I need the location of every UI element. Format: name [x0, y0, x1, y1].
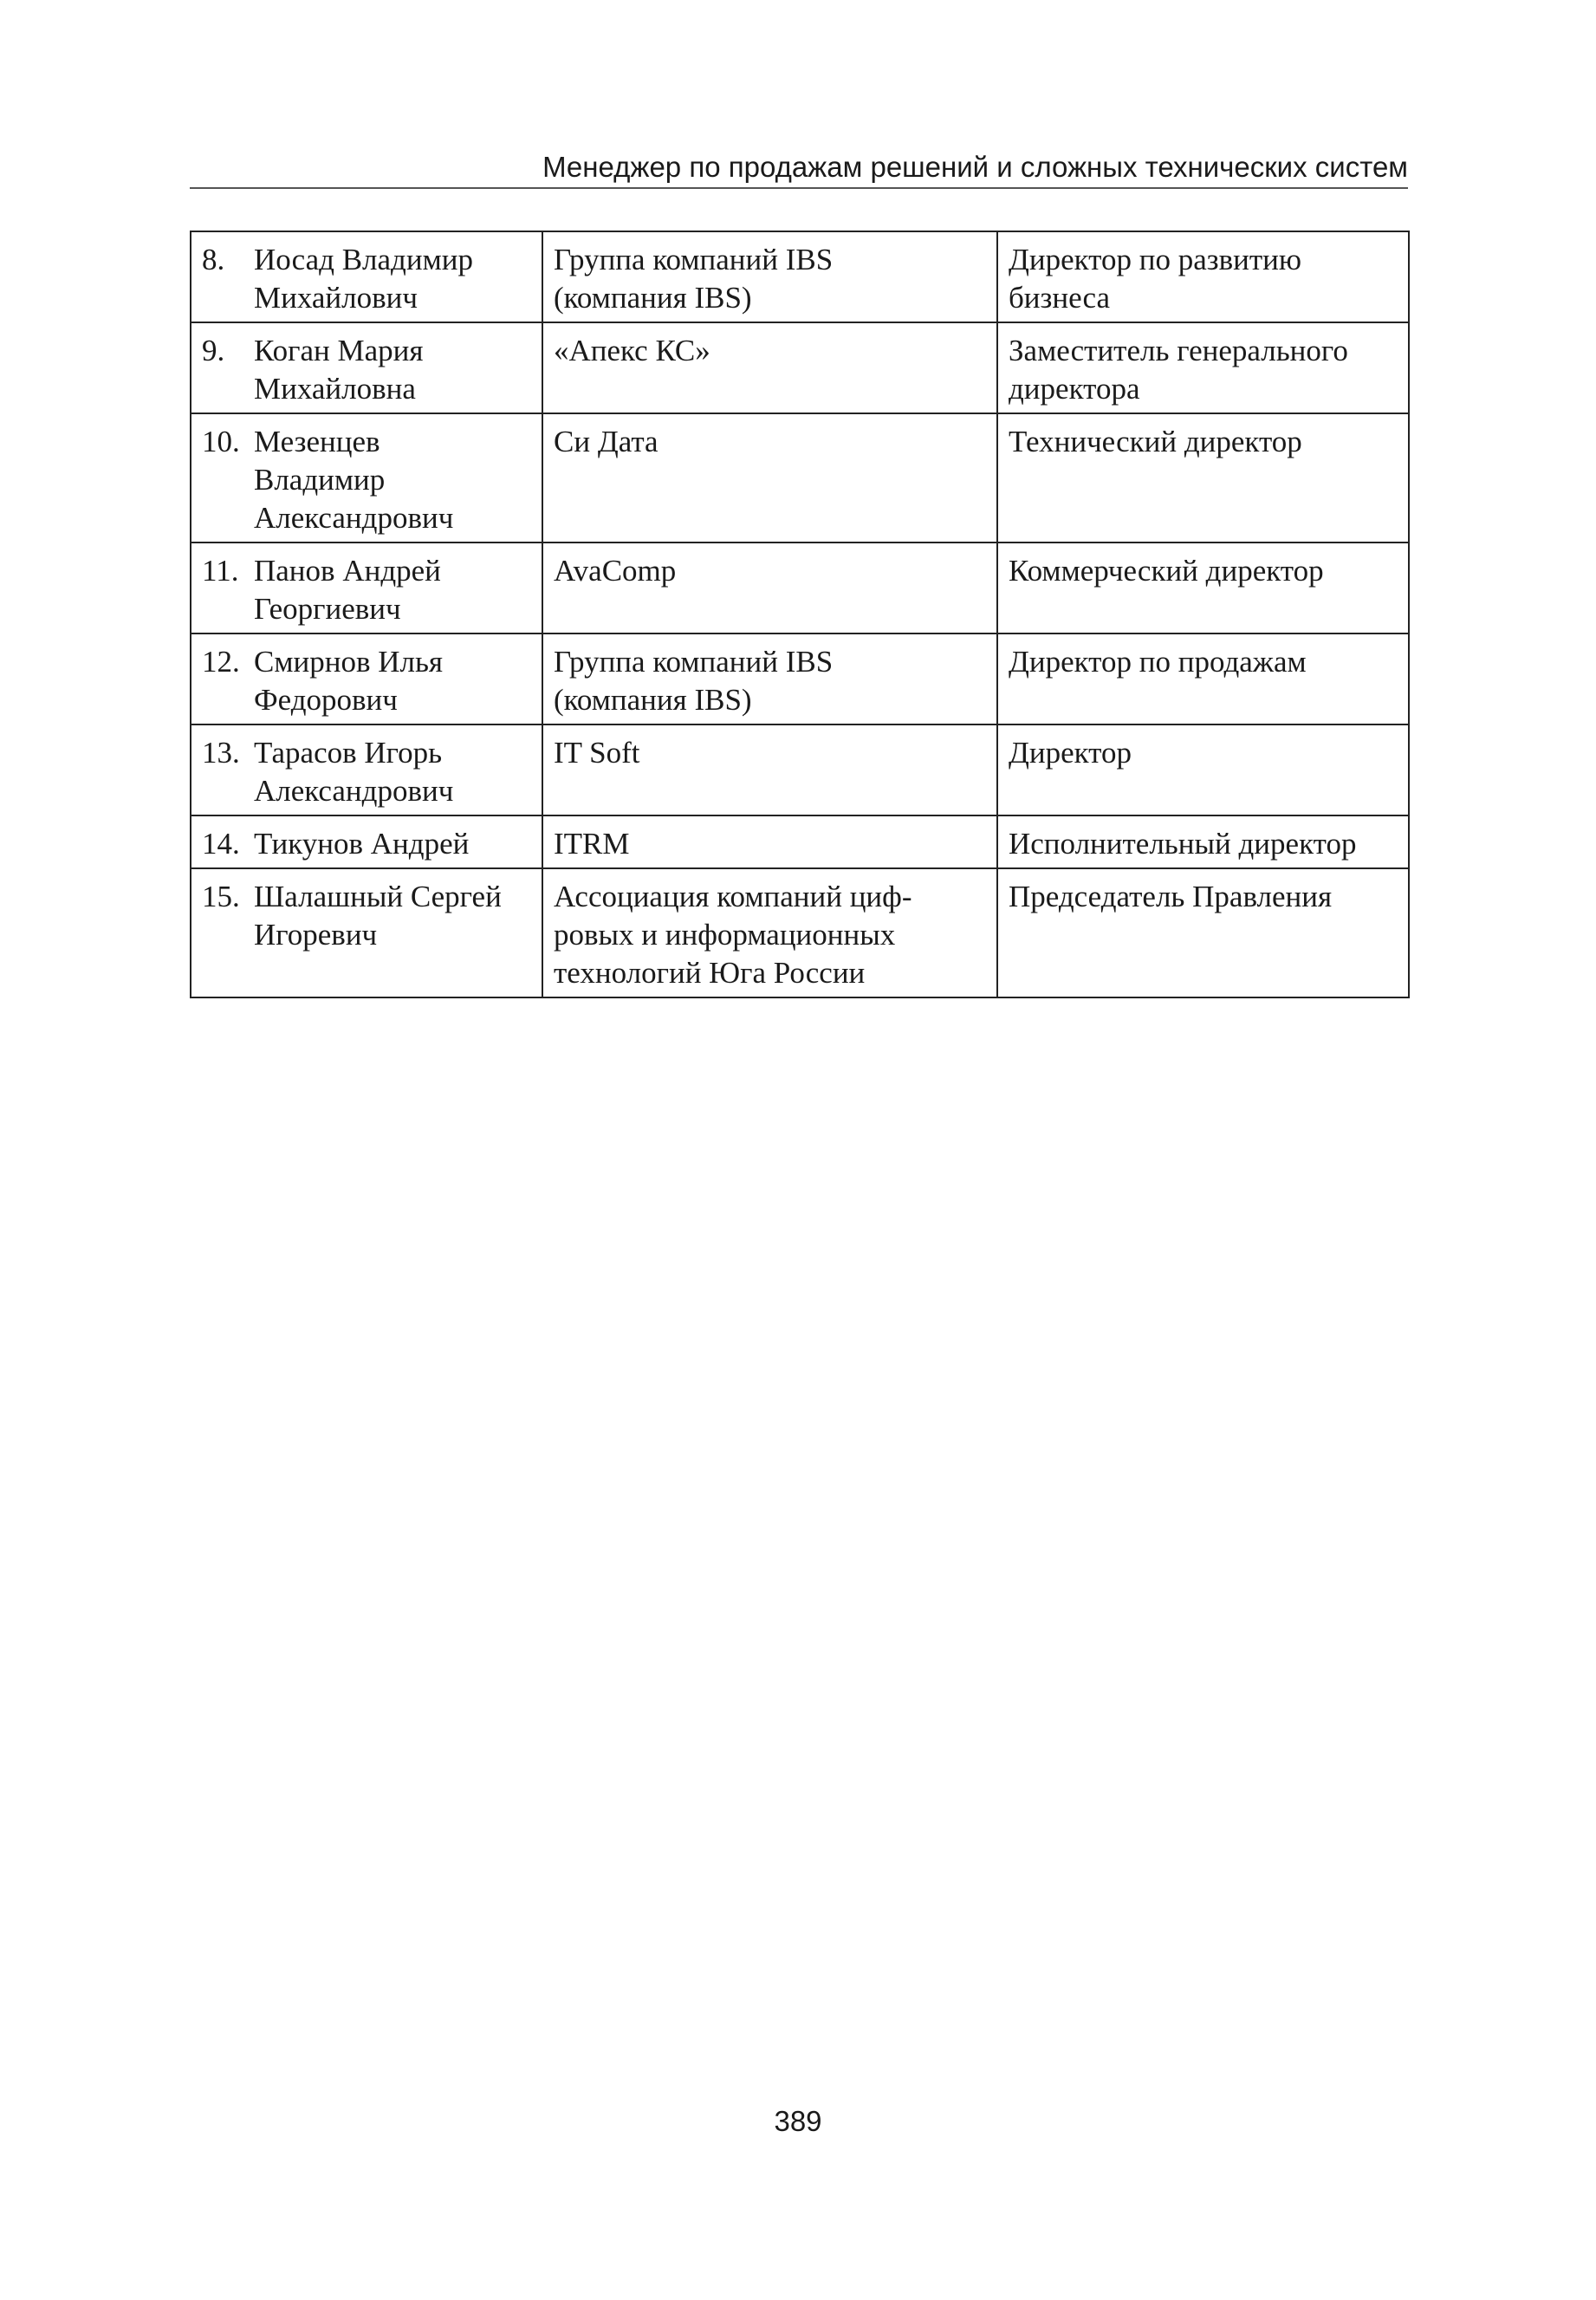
- table-row: [191, 231, 1409, 322]
- organization-cell: «Апекс КС»: [542, 322, 997, 413]
- organization-cell: Ассоциация компаний циф- ровых и информационных технологий Юга России: [542, 868, 997, 997]
- position-cell: Исполнительный директор: [997, 815, 1409, 868]
- row-number: 14.: [202, 827, 240, 861]
- table-row: [191, 633, 1409, 724]
- person-cell: [191, 322, 542, 413]
- table-row: [191, 543, 1409, 633]
- person-name: Тикунов Андрей: [254, 827, 470, 861]
- organization-cell: IT Soft: [542, 724, 997, 815]
- row-number: 12.: [202, 645, 240, 679]
- position-cell: Директор: [997, 724, 1409, 815]
- row-number: 15.: [202, 880, 240, 913]
- person-name: Иосад Владимир Михайлович: [254, 243, 473, 315]
- row-number: 11.: [202, 554, 239, 588]
- person-name: Смирнов Илья Федорович: [254, 645, 444, 717]
- contacts-table-container: [190, 231, 1408, 998]
- position-cell: Директор по развитию бизнеса: [997, 231, 1409, 322]
- person-cell: [191, 724, 542, 815]
- table-row: [191, 322, 1409, 413]
- row-number: 9.: [202, 334, 225, 367]
- organization-cell: Группа компаний IBS (компания IBS): [542, 633, 997, 724]
- person-name: Шалашный Сергей Игоревич: [254, 880, 502, 952]
- organization-cell: ITRM: [542, 815, 997, 868]
- person-name: Тарасов Игорь Александрович: [254, 736, 454, 808]
- person-name: Мезенцев Владимир Александрович: [254, 425, 454, 535]
- page-number: 389: [774, 2105, 822, 2137]
- person-cell: [191, 868, 542, 997]
- position-cell: Директор по продажам: [997, 633, 1409, 724]
- table-row: [191, 413, 1409, 543]
- organization-cell: Си Дата: [542, 413, 997, 543]
- position-cell: Заместитель генерального директора: [997, 322, 1409, 413]
- person-cell: [191, 815, 542, 868]
- table-row: [191, 815, 1409, 868]
- row-number: 13.: [202, 736, 240, 770]
- organization-cell: AvaComp: [542, 543, 997, 633]
- row-number: 10.: [202, 425, 240, 458]
- position-cell: Технический директор: [997, 413, 1409, 543]
- person-cell: [191, 633, 542, 724]
- position-cell: Коммерческий директор: [997, 543, 1409, 633]
- person-name: Панов Андрей Георгиевич: [254, 554, 441, 626]
- person-cell: [191, 413, 542, 543]
- position-cell: Председатель Правления: [997, 868, 1409, 997]
- person-cell: [191, 231, 542, 322]
- contacts-table: [190, 231, 1410, 998]
- person-cell: [191, 543, 542, 633]
- person-name: Коган Мария Михайловна: [254, 334, 424, 406]
- row-number: 8.: [202, 243, 225, 276]
- table-row: [191, 724, 1409, 815]
- running-header: Менеджер по продажам решений и сложных технических систем: [190, 146, 1408, 189]
- organization-cell: Группа компаний IBS (компания IBS): [542, 231, 997, 322]
- table-row: [191, 868, 1409, 997]
